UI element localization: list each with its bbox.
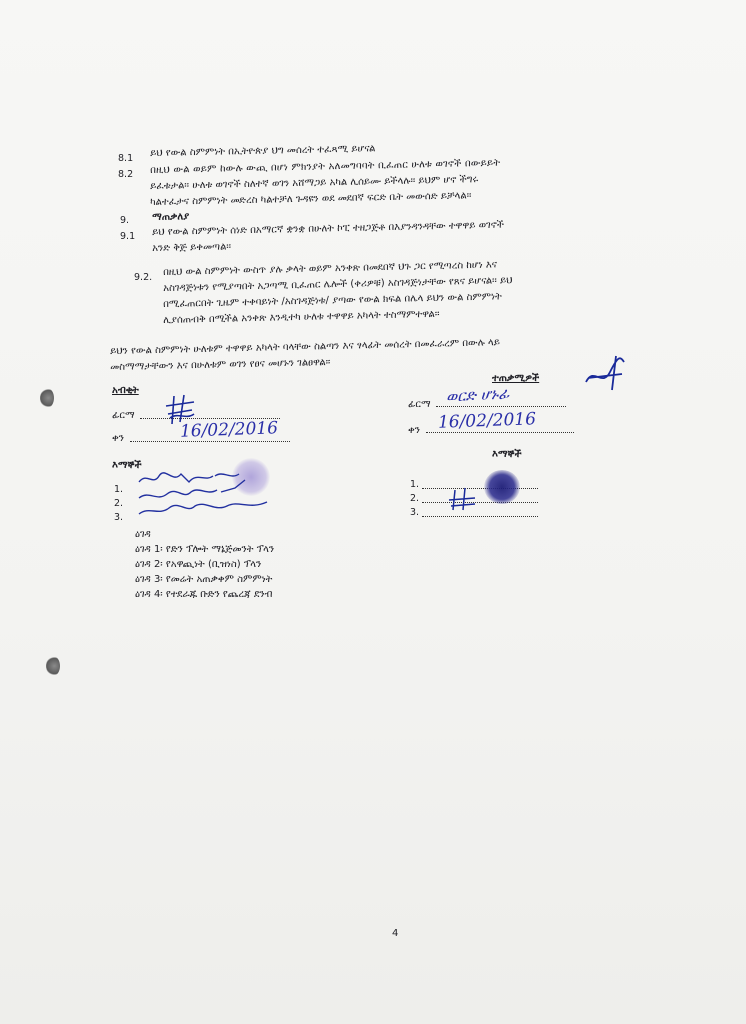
right-party-signature — [580, 352, 630, 394]
section-text: ይህ የውል ስምምነት ሰነድ በአማርኛ ቋንቋ በሁለት ኮፒ ተዘጋጅቶ በእያንዳንዳቸው ተዋዋይ ወገኖች — [152, 219, 505, 238]
left-sign-label: ፊርማ — [112, 410, 135, 421]
section-number: 8.2 — [118, 169, 134, 180]
punch-hole-bottom — [46, 656, 60, 676]
section-text: በሚፈጠርበት ጊዜም ተቀባይነት /አስገዳጅነቱ/ ያጣው የውል ክፍል በሌላ ይህን ውል ስምምነት — [163, 291, 502, 310]
right-witness-line — [422, 516, 538, 517]
left-witness-number: 3. — [114, 512, 124, 523]
right-witness-line — [422, 488, 538, 489]
right-sign-label: ፊርማ — [408, 399, 431, 410]
section-number: 9. — [120, 215, 130, 226]
page-number: 4 — [392, 928, 399, 939]
left-witness-signatures — [135, 466, 275, 524]
left-witness-number: 2. — [114, 498, 124, 509]
right-date-value: 16/02/2016 — [437, 409, 537, 433]
right-party-label: ተጠቃሚዎች — [492, 373, 540, 384]
left-party-label: አብቂት — [112, 385, 139, 396]
section-text: በዚህ ውል ስምምነት ውስጥ ያሉ ቃላት ወይም አንቀጽ በመደበኛ ህጉ ጋር የሚጣረስ ከሆነ እና — [163, 259, 498, 278]
attachments-title: ዕገዳ — [135, 529, 151, 540]
left-date-label: ቀን — [112, 433, 124, 444]
section-number: 9.1 — [120, 231, 136, 242]
section-text: ሊያሰጠብቅ በሚችል አንቀጽ እንዲተካ ሁለቱ ተዋዋይ አካላት ተስማምተዋል፡፡ — [163, 308, 440, 326]
attachment-item: ዕገዳ 2፡ የአዋጪነት (ቢዝነስ) ፕላን — [135, 559, 262, 570]
section-text: ካልተፈታና ስምምነት መድረስ ካልተቻለ ጉዳዩን ወደ መደበኛ ፍርድ ቤት መውሰድ ይቻላል፡፡ — [150, 190, 472, 208]
right-date-label: ቀን — [408, 425, 420, 436]
section-text: በዚህ ውል ወይም ከውሉ ውጪ በሆነ ምክንያት አለመግባባት ቢፈጠር ሁለቱ ወገኖች በውይይት — [150, 157, 501, 176]
right-witness-number: 2. — [410, 493, 420, 504]
section-number: 9.2. — [134, 272, 153, 283]
right-witness-number: 1. — [410, 479, 420, 490]
attachment-item: ዕገዳ 3፡ የመሬት አጠቃቀም ስምምነት — [135, 574, 273, 585]
attachment-item: ዕገዳ 1፡ የድን ፕሎት ማኔጅመንት ፕላን — [135, 544, 275, 555]
section-text: አስገዳጅነቱን የሚያጣበት አጋጣሚ ቢፈጠር ሌሎች (ቀሪዎቹ) አስገዳጅነታቸው የጸና ይሆናል፡፡ ይህ — [163, 275, 513, 294]
section-number: 8.1 — [118, 153, 134, 164]
left-date-line — [130, 441, 290, 442]
right-witness-line — [422, 502, 538, 503]
left-date-value: 16/02/2016 — [179, 418, 279, 442]
right-sign-value: ወርድ ሆኑፊ — [445, 384, 510, 406]
right-witness-number: 3. — [410, 507, 420, 518]
right-witnesses-label: እማኞች — [492, 449, 522, 460]
closing-text: ይህን የውል ስምምነት ሁለቱም ተዋዋይ አካላት ባላቸው ስልጣን እና ፃላፊት መሰረት በመፈራረም በውሉ ላይ — [110, 337, 501, 357]
right-stamp — [484, 470, 520, 504]
right-witness-signature — [445, 486, 479, 514]
section-title: ማጠቃለያ — [152, 211, 190, 223]
section-text: አንድ ቅጅ ይቀመጣል፡፡ — [152, 241, 232, 254]
section-text: ይፈቱታል፡፡ ሁለቱ ወገኖች ስለተኛ ወገን አሸማጋይ አካል ሊሰይሙ ይችላሉ፡፡ ይህም ሆኖ ችግሩ — [150, 174, 479, 192]
left-witness-number: 1. — [114, 484, 124, 495]
closing-text: መስማማታቸውን እና በሁለቱም ወገን የፀና መሆኑን ገልፀዋል፡፡ — [110, 357, 331, 373]
right-sign-line — [436, 406, 566, 407]
punch-hole-top — [40, 388, 54, 408]
section-text: ይህ የውል ስምምነት በኢትዮጵያ ህግ መሰረት ተፈጻሚ ይሆናል — [150, 143, 376, 159]
attachment-item: ዕገዳ 4፡ የተደራጁ ቡድን የጨረጃ ደንብ — [135, 589, 273, 600]
left-witnesses-label: እማኞች — [112, 460, 142, 471]
